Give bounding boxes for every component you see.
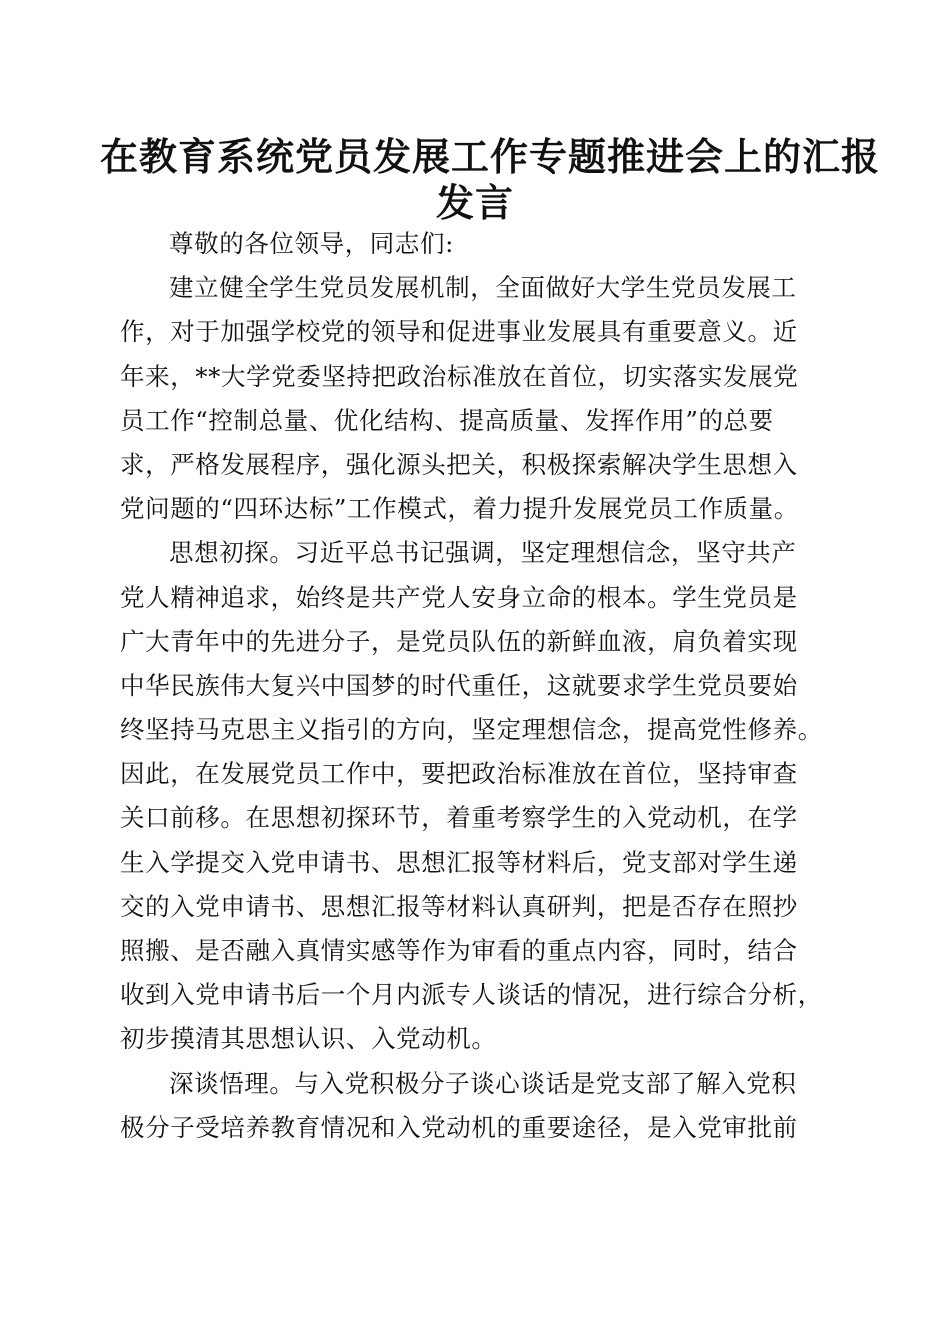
text-line: 中华民族伟大复兴中国梦的时代重任，这就要求学生党员要始 bbox=[120, 670, 798, 700]
text-line: 求，严格发展程序，强化源头把关，积极探索解决学生思想入 bbox=[120, 449, 798, 479]
text-line: 思想初探。习近平总书记强调，坚定理想信念，坚守共产 bbox=[169, 538, 797, 568]
text-line: 作，对于加强学校党的领导和促进事业发展具有重要意义。近 bbox=[120, 317, 798, 347]
salutation-line: 尊敬的各位领导，同志们: bbox=[169, 229, 454, 258]
text-line: 建立健全学生党员发展机制，全面做好大学生党员发展工 bbox=[169, 273, 797, 303]
text-line: 收到入党申请书后一个月内派专人谈话的情况，进行综合分析， bbox=[120, 980, 823, 1010]
text-line: 员工作“控制总量、优化结构、提高质量、发挥作用”的总要 bbox=[120, 405, 774, 435]
document-title-line-2: 发言 bbox=[435, 180, 514, 225]
text-line: 党人精神追求，始终是共产党人安身立命的根本。学生党员是 bbox=[120, 582, 798, 612]
document-body bbox=[120, 222, 840, 1150]
text-line: 关口前移。在思想初探环节，着重考察学生的入党动机，在学 bbox=[120, 803, 798, 833]
text-line: 因此，在发展党员工作中，要把政治标准放在首位，坚持审查 bbox=[120, 759, 798, 789]
text-line: 终坚持马克思主义指引的方向，坚定理想信念，提高党性修养。 bbox=[120, 715, 823, 745]
text-line: 深谈悟理。与入党积极分子谈心谈话是党支部了解入党积 bbox=[169, 1068, 797, 1098]
text-line: 生入学提交入党申请书、思想汇报等材料后，党支部对学生递 bbox=[120, 847, 798, 877]
text-line: 极分子受培养教育情况和入党动机的重要途径，是入党审批前 bbox=[120, 1112, 798, 1142]
document-title-line-1: 在教育系统党员发展工作专题推进会上的汇报 bbox=[100, 134, 881, 179]
text-line: 年来，**大学党委坚持把政治标准放在首位，切实落实发展党 bbox=[120, 361, 799, 391]
text-line: 初步摸清其思想认识、入党动机。 bbox=[120, 1024, 497, 1054]
text-line: 交的入党申请书、思想汇报等材料认真研判，把是否存在照抄 bbox=[120, 891, 798, 921]
text-line: 广大青年中的先进分子，是党员队伍的新鲜血液，肩负着实现 bbox=[120, 626, 798, 656]
text-line: 照搬、是否融入真情实感等作为审看的重点内容，同时，结合 bbox=[120, 936, 798, 965]
text-line: 党问题的“四环达标”工作模式，着力提升发展党员工作质量。 bbox=[120, 494, 799, 524]
